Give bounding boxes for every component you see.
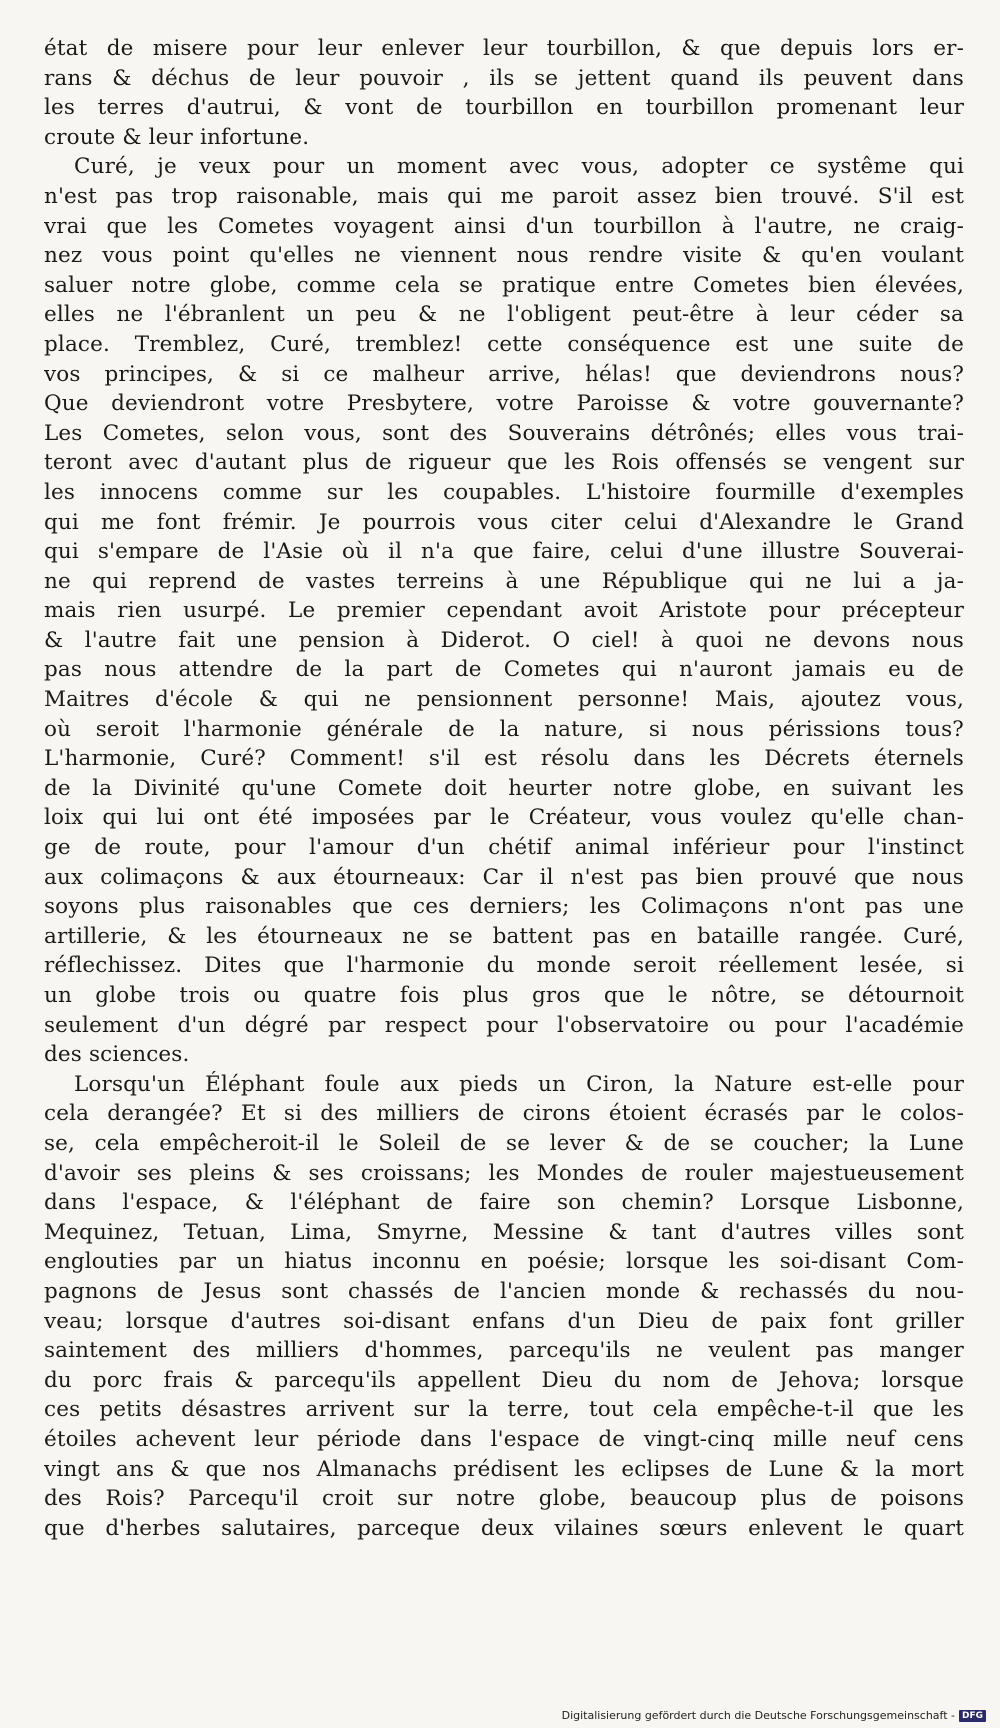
- text-line: elles ne l'ébranlent un peu & ne l'obligent peut-être à leur céder sa: [44, 302, 964, 328]
- text-line: état de misere pour leur enlever leur tourbillon, & que depuis lors er-: [44, 36, 964, 61]
- text-line: n'est pas trop raisonable, mais qui me paroit assez bien trouvé. S'il est: [44, 183, 964, 209]
- text-line: de la Divinité qu'une Comete doit heurter notre globe, en suivant les: [44, 775, 964, 801]
- text-line: d'avoir ses pleins & ses croissans; les Mondes de rouler majestueusement: [44, 1160, 964, 1186]
- text-line: veau; lorsque d'autres soi-disant enfans d'un Dieu de paix font griller: [44, 1308, 964, 1334]
- text-line: cela derangée? Et si des milliers de cirons étoient écrasés par le colos-: [44, 1101, 964, 1127]
- text-line: place. Tremblez, Curé, tremblez! cette conséquence est une suite de: [44, 331, 964, 357]
- text-line: ces petits désastres arrivent sur la terre, tout cela empêche-t-il que les: [44, 1397, 964, 1423]
- text-line: rans & déchus de leur pouvoir , ils se jettent quand ils peuvent dans: [44, 65, 964, 91]
- text-line: qui me font frémir. Je pourrois vous citer celui d'Alexandre le Grand: [44, 509, 964, 535]
- text-line: qui s'empare de l'Asie où il n'a que faire, celui d'une illustre Souverai-: [44, 539, 964, 565]
- text-line: les terres d'autrui, & vont de tourbillon en tourbillon promenant leur: [44, 95, 964, 121]
- footer: [562, 1709, 986, 1722]
- text-line: saintement des milliers d'hommes, parcequ'ils ne veulent pas manger: [44, 1338, 964, 1364]
- text-line: Mequinez, Tetuan, Lima, Smyrne, Messine & tant d'autres villes sont: [44, 1219, 964, 1245]
- text-line: réflechissez. Dites que l'harmonie du monde seroit réellement lesée, si: [44, 953, 964, 979]
- text-line: loix qui lui ont été imposées par le Créateur, vous voulez qu'elle chan-: [44, 805, 964, 831]
- text-line: mais rien usurpé. Le premier cependant avoit Aristote pour précepteur: [44, 598, 964, 624]
- text-line: étoiles achevent leur période dans l'espace de vingt-cinq mille neuf cens: [44, 1426, 964, 1452]
- text-line: du porc frais & parcequ'ils appellent Dieu du nom de Jehova; lorsque: [44, 1367, 964, 1393]
- text-line: nez vous point qu'elles ne viennent nous rendre visite & qu'en voulant: [44, 243, 964, 269]
- text-line: soyons plus raisonables que ces derniers; les Colimaçons n'ont pas une: [44, 894, 964, 920]
- text-line: un globe trois ou quatre fois plus gros que le nôtre, se détournoit: [44, 983, 964, 1008]
- text-line: pagnons de Jesus sont chassés de l'ancien monde & rechassés du nou-: [44, 1278, 964, 1304]
- text-line: vrai que les Cometes voyagent ainsi d'un tourbillon à l'autre, ne craig-: [44, 213, 964, 239]
- text-line: dans l'espace, & l'éléphant de faire son chemin? Lorsque Lisbonne,: [44, 1190, 964, 1216]
- text-line: & l'autre fait une pension à Diderot. O ciel! à quoi ne devons nous: [44, 627, 964, 653]
- text-line: Que deviendront votre Presbytere, votre Paroisse & votre gouvernante?: [44, 391, 964, 417]
- page-text: [44, 34, 964, 1543]
- text-line: Maitres d'école & qui ne pensionnent personne! Mais, ajoutez vous,: [44, 687, 964, 713]
- footer-credit: Digitalisierung gefördert durch die Deutsche Forschungsgemeinschaft -: [561, 1709, 955, 1722]
- text-line: ge de route, pour l'amour d'un chétif animal inférieur pour l'instinct: [44, 835, 964, 861]
- text-line: où seroit l'harmonie générale de la nature, si nous périssions tous?: [44, 716, 964, 742]
- text-line: vos principes, & si ce malheur arrive, hélas! que deviendrons nous?: [44, 361, 964, 387]
- text-line: englouties par un hiatus inconnu en poésie; lorsque les soi-disant Com-: [44, 1249, 964, 1275]
- text-line: des Rois? Parcequ'il croit sur notre globe, beaucoup plus de poisons: [44, 1486, 964, 1512]
- text-line: artillerie, & les étourneaux ne se battent pas en bataille rangée. Curé,: [44, 923, 964, 949]
- dfg-logo: DFG: [959, 1710, 986, 1722]
- text-line: seulement d'un dégré par respect pour l'observatoire ou pour l'académie: [44, 1012, 964, 1038]
- text-line: ne qui reprend de vastes terreins à une République qui ne lui a ja-: [44, 568, 964, 594]
- text-line: Curé, je veux pour un moment avec vous, adopter ce systême qui: [74, 154, 964, 180]
- text-line: que d'herbes salutaires, parceque deux vilaines sœurs enlevent le quart: [44, 1515, 964, 1541]
- text-line: Les Cometes, selon vous, sont des Souverains détrônés; elles vous trai-: [44, 420, 964, 446]
- text-line: aux colimaçons & aux étourneaux: Car il n'est pas bien prouvé que nous: [44, 864, 964, 890]
- text-line: L'harmonie, Curé? Comment! s'il est résolu dans les Décrets éternels: [44, 746, 964, 772]
- text-line: saluer notre globe, comme cela se pratique entre Cometes bien élevées,: [44, 272, 964, 298]
- text-line: les innocens comme sur les coupables. L'histoire fourmille d'exemples: [44, 479, 964, 505]
- text-line: pas nous attendre de la part de Cometes qui n'auront jamais eu de: [44, 657, 964, 683]
- text-line: se, cela empêcheroit-il le Soleil de se lever & de se coucher; la Lune: [44, 1130, 964, 1156]
- text-line: croute & leur infortune.: [44, 124, 310, 150]
- text-line: Lorsqu'un Éléphant foule aux pieds un Ciron, la Nature est-elle pour: [74, 1071, 964, 1097]
- text-line: teront avec d'autant plus de rigueur que les Rois offensés se vengent sur: [44, 450, 964, 476]
- text-line: des sciences.: [44, 1042, 190, 1068]
- text-line: vingt ans & que nos Almanachs prédisent les eclipses de Lune & la mort: [44, 1456, 964, 1482]
